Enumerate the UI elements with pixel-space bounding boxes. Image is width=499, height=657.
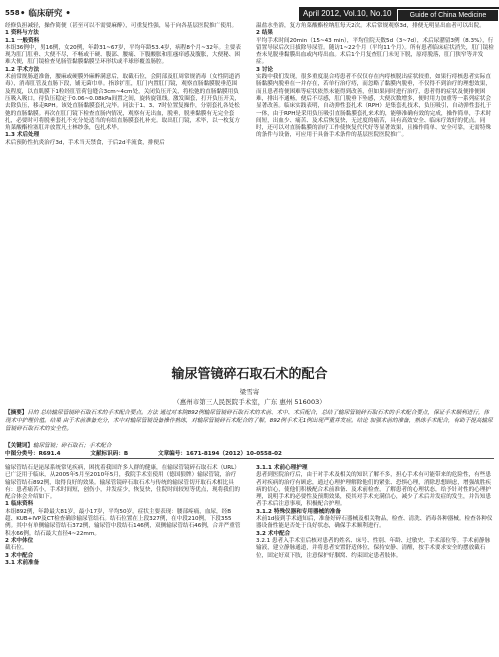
section-heading: 1.1 一般资料 bbox=[5, 37, 40, 44]
body-paragraph: 实践中我们发现，很多重度混合痔患者不仅仅存在内痔核脱出症状较重，如果行痔核患者实际直肠黏膜内脱垂在一并存在，若单行治疗痔，而忽略了黏膜内脱垂，不仅得不到治疗的理想效果，而且患者将便困难等症状依然未能得到改善，但如果同时进行治疗，患者得的症状及便排便困难，排出不通畅，便后不尽感，肛门脱垂下坠感，大便次数增多，便时用力加重等一系列症状会显著改善。临床实践表明，自动弹性套扎术（RPH）是集套扎技术，负压吸引，自动弹性套扎于一体，由于RPH是采用负压吸引直肠黏膜套扎来术的，能够准确有效的完成，操作简单，手术时间短，出血少、痛苦、及术后恢复快，无过度的痛苦，具有高效安全、临床疗效好的优点。同时，还可以对直肠黏膜的治疗工作使恢复代代好等显著效果，且操作简单、安全可靠，无需特殊的条件与设备，可应用于具备手术条件的基层医院医院推广。 bbox=[256, 74, 492, 139]
column-1 bbox=[5, 23, 241, 147]
keywords bbox=[5, 441, 494, 449]
doc-code: 文献标识码：B bbox=[90, 451, 129, 457]
body-paragraph: 平均手术时间20min（15~43 min），平均住院天数5d（3~7d），术后尿潴留3例（8.3%），行留置导尿后次日拔除导尿管。随访1~22个月（平均11个月）。所有患者临床症状消失，肛门镜检查未见脱垂黏膜出血或内痔出血。术后1个月复查肛门未见下脱，原痔脱落，肛门狭窄等并发症。 bbox=[256, 37, 494, 66]
issue-date: April 2012, Vol.10, No.10 bbox=[303, 9, 392, 18]
body-paragraph: 本组892例，年龄最大81岁，最小17岁，平均50岁，症状主要表现：腰部疼痛，血尿，经B超、KUB+IVP及CT检查确诊输尿管结石。结石位置在上段327例，在中段210例，下段355例。其中有单侧输尿管结石372例，输尿管中段结石146例，双侧输尿管结石46例，合并严重管积水66例。结石最大直径4~22mm。 bbox=[5, 508, 241, 537]
section-heading: 3.1.1 术前心理护理 bbox=[256, 465, 308, 471]
journal-name: Guide of China Medicine bbox=[397, 9, 499, 22]
keywords-text: 输尿管镜；碎石取石；手术配合 bbox=[32, 443, 112, 449]
article-number: 文章编号：1671-8194（2012）10-0558-02 bbox=[157, 451, 282, 457]
body-paragraph: 术后预防性抗炎治疗3d，手术当天禁食，于后2d半流食，排便后 bbox=[5, 139, 165, 146]
section-heading: 3 讨论 bbox=[256, 66, 274, 73]
body-paragraph: 经修负担减轻，操作简便（甚至可以不需要麻醉），可重复性强，易于向各基层医院推广使用。 bbox=[5, 23, 238, 29]
section-title: • 临床研究 • bbox=[20, 9, 71, 19]
page-header bbox=[0, 0, 499, 24]
section-heading: 1.3 术后处理 bbox=[5, 132, 40, 139]
abstract bbox=[5, 409, 494, 433]
author: 梁雪寄 bbox=[239, 388, 260, 396]
affiliation: （惠州市第三人民医院手术室，广东 惠州 516003） bbox=[173, 398, 326, 406]
section-heading: 3.1.2 特殊仪器和专用器械的准备 bbox=[256, 508, 341, 515]
body-paragraph: 温盐水坐浴，复方角菜酸酯栓纳肛每天2次。术后常规观察3d，排便无明显出血者可以出院。 bbox=[256, 23, 485, 29]
column-4 bbox=[256, 465, 494, 560]
section-heading: 3.1 术前准备 bbox=[5, 559, 40, 566]
column-3 bbox=[5, 465, 241, 567]
section-heading: 2 术中体位 bbox=[5, 537, 34, 544]
column-2 bbox=[256, 23, 494, 140]
clc-number: 中图分类号：R691.4 bbox=[5, 451, 61, 457]
section-heading: 2 结果 bbox=[256, 30, 274, 37]
body-paragraph: 术前1d接到手术通知后，准备好碎石器械及相关物品，检查、清洗、消毒各种器械。检查各种仪器设备性能是否处于良好状态，确保手术顺利进行。 bbox=[256, 516, 493, 530]
divider bbox=[5, 458, 494, 459]
section-heading: 3.2 术中配合 bbox=[256, 530, 291, 537]
section-heading: 1 临床资料 bbox=[5, 501, 34, 508]
body-paragraph: 本组36例中，男16例，女20例，年龄31~67岁，平均年龄53.4岁，病程8个月~32年。主要表现为肛门肛垂、大便不尽，不畅或干硬、腹部、腰痛、下腹酸胀和肛瘙痒感及腹胀，大便秘、困难大便，肛门镜检查见肠管黏膜黏膜呈环形状或半球形覆盖肠腔。 bbox=[5, 44, 241, 66]
body-paragraph: 输尿管结石是泌尿系统常见疾病，困扰着我国许多人群的健康，在输尿管镜碎石取石术（URL）已广泛用于临床，从2005年5月至2010年5月，我院手术室使用（德国狼牌）输尿管镜，治疗输尿管结石892例，取得良好的效果。输尿管镜碎石取石术与传统的输尿管切开取石术相比具有：患者痛苦小，手术时间短，创伤小，并发症少，恢复快，住院时间较短等优点，现将我们的配合体会介绍如下。 bbox=[5, 465, 240, 501]
body-paragraph: 截石位。 bbox=[5, 545, 28, 552]
keywords-label: 【关键词】 bbox=[5, 443, 33, 449]
section-heading: 3 术中配合 bbox=[5, 552, 34, 559]
article-title: 输尿管镜碎石取石术的配合 bbox=[171, 367, 328, 382]
abstract-text: 目的 总结输尿管镜碎石取石术的手术配合要点。方法 通过对本院892例输尿管镜碎石取石术的术前、术中、术后配合，总结了输尿管镜碎石取石术的手术配合要点，保证手术顺利进行，体现术中护理价值。结果 由于术前准备充分，术中对输尿管镜设备操作熟练，对输尿管镜碎石术配合的了解，892例手术无1例出现严重并发症。结论 加强术前的准备，熟练手术配合，有助于提高输尿管镜碎石取石术的安全性。 bbox=[5, 410, 493, 432]
section-heading: 1.2 手术方法 bbox=[5, 66, 40, 73]
body-paragraph: 3.2.1 患者入手术室后核对患者的姓名、床号、性别、年龄、过敏史、手术部位等。手术前静脉输液，建立静脉通道，并将患者安置舒适体位，保持安静、清醒，按手术要求安全的摆放截石位，固定好双下肢，注意保护好腘窝、约束固定患者肢体。 bbox=[256, 537, 491, 559]
section-heading: 1 资料与方法 bbox=[5, 30, 39, 37]
abstract-label: 【摘要】 bbox=[5, 410, 28, 416]
body-paragraph: 患者到医院治疗后，由于对手术及相关的知识了解不多，担心手术有可能带来的危险性，有些患者对疾病的治疗有顾虑，通过心理护理解除他们的紧张、恐惧心理，消除思想顾虑，增强战胜疾病的信心，使他们积极配合术前准备、及术前检查，了解患者的心理状态，给予针对性的心理护理，说明手术的必要性及预期效果，使其对手术充满信心，减少了术后并发症的发生，并告知患者手术后注意事项，积极配合护理。 bbox=[256, 472, 491, 508]
body-paragraph: 术前常规肠道准备，腰麻或硬膜外麻醉满意后，取截石位，会阴部及肛周常规消毒（女性阴道消毒），消毒肛管及直肠下段，铺无菌巾单。指诊扩肛，肛门内置肛门镜，观察直肠黏膜脱垂范围及程度，以直肌膜下1粒经肛管荷包缝合3cm~4cm处，关闭负压开关，将松弛的直肠黏膜用负压吸入吸口，待负压稳定于0.06~0.08kPa间置之间，旋转旋钮线。激发圈套，打开负压开关，去除负压，移走RPH。该处直肠黏膜套扎完毕。同法于1、3、7时位置复操作，分别套扎各处松弛的直肠黏膜。再次在肛门镜下检查直肠内情况，观察有无出血，脱垂，脱垂黏膜有无完全套扎，必要时可将脱垂套扎不充分处适当的有结直肠膜套扎补充。取出肛门镜，术毕，以一枚复方角菜酸酯栓塞肛并放置凡士林纱条，包扎术毕。 bbox=[5, 74, 241, 132]
page-number: 558 bbox=[5, 9, 20, 17]
classification-line bbox=[5, 449, 494, 457]
